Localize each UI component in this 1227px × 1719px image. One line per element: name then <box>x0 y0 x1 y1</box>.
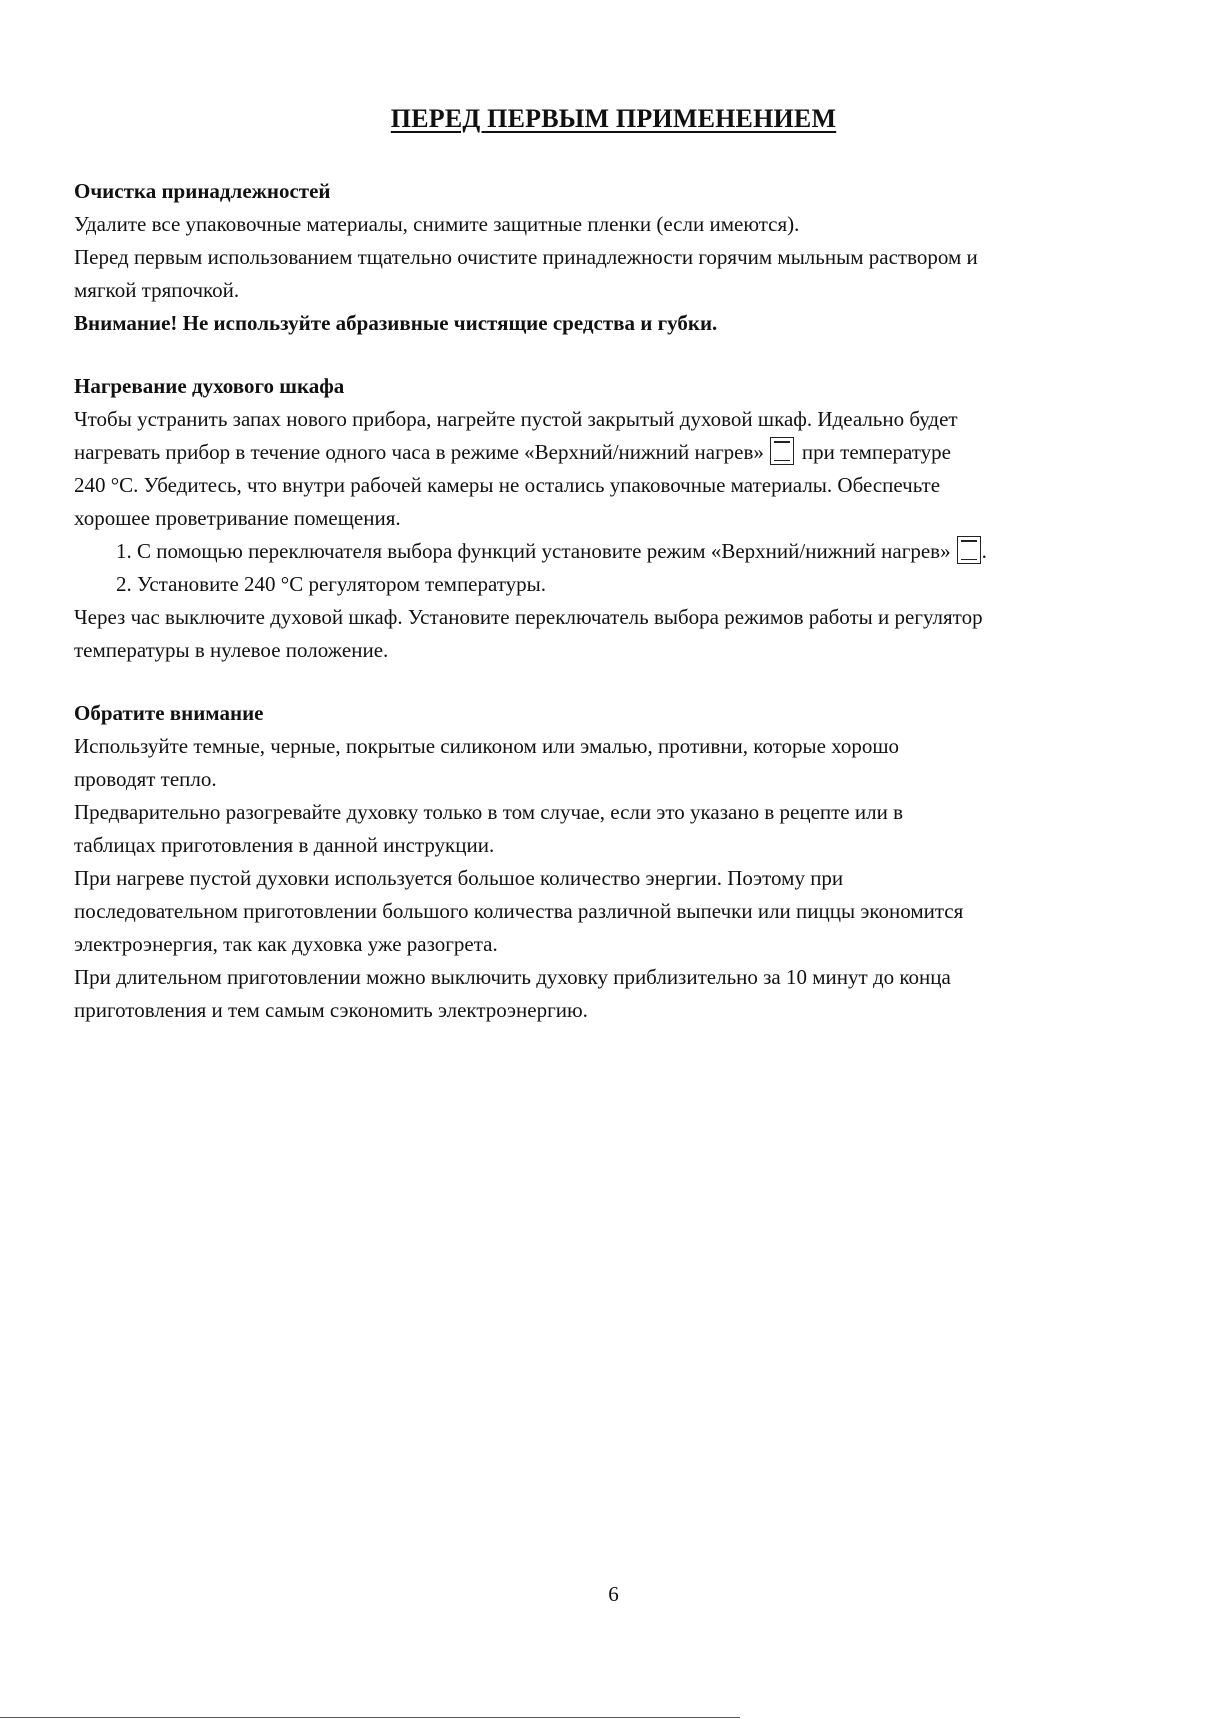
step-1-text: 1. С помощью переключателя выбора функций установите режим «Верхний/нижний нагрев» <box>116 539 951 563</box>
notice-p4-line-1: При длительном приготовлении можно выключить духовку приблизительно за 10 минут до конца <box>74 965 951 989</box>
heating-line-2 <box>74 436 1154 469</box>
heating-line-1: Чтобы устранить запах нового прибора, нагрейте пустой закрытый духовой шкаф. Идеально будет <box>74 407 958 431</box>
list-item <box>74 568 1154 601</box>
section-heading-notice: Обратите внимание <box>74 701 264 725</box>
section-heading-heating: Нагревание духового шкафа <box>74 374 345 398</box>
section-heating <box>74 370 1154 667</box>
notice-p3-line-2: последовательном приготовлении большого количества различной выпечки или пиццы экономится <box>74 899 964 923</box>
section-cleaning <box>74 175 1154 340</box>
page-number: 6 <box>608 1582 619 1606</box>
warning-text: Внимание! Не используйте абразивные чистящие средства и губки. <box>74 311 718 335</box>
notice-p1-line-1: Используйте темные, черные, покрытые силиконом или эмалью, противни, которые хорошо <box>74 734 900 758</box>
notice-p3-line-3: электроэнергия, так как духовка уже разогрета. <box>74 932 498 956</box>
notice-p3-line-1: При нагреве пустой духовки используется большое количество энергии. Поэтому при <box>74 866 844 890</box>
heating-line-4: хорошее проветривание помещения. <box>74 506 401 530</box>
notice-p4-line-2: приготовления и тем самым сэкономить электроэнергию. <box>74 998 588 1022</box>
section-notice <box>74 697 1154 1027</box>
paragraph-clean-line-1: Перед первым использованием тщательно очистите принадлежности горячим мыльным раствором и <box>74 245 978 269</box>
step-1-tail: . <box>981 539 987 563</box>
paragraph-remove-packaging: Удалите все упаковочные материалы, снимите защитные пленки (если имеются). <box>74 212 800 236</box>
heating-after-line-1: Через час выключите духовой шкаф. Установите переключатель выбора режимов работы и регулятор <box>74 605 983 629</box>
bottom-divider <box>0 1717 740 1718</box>
paragraph-clean-line-2: мягкой тряпочкой. <box>74 278 240 302</box>
heating-after-line-2: температуры в нулевое положение. <box>74 638 389 662</box>
step-2-text: 2. Установите 240 °C регулятором температуры. <box>116 572 547 596</box>
heating-steps-list <box>74 535 1154 601</box>
section-heading-cleaning: Очистка принадлежностей <box>74 179 331 203</box>
list-item <box>74 535 1154 568</box>
top-bottom-heat-icon <box>957 536 981 564</box>
heating-line-2-text: нагревать прибор в течение одного часа в режиме «Верхний/нижний нагрев» <box>74 440 764 464</box>
top-bottom-heat-icon <box>770 437 794 465</box>
heating-line-3: 240 °C. Убедитесь, что внутри рабочей камеры не остались упаковочные материалы. Обеспечьте <box>74 473 941 497</box>
heating-line-2-tail: при температуре <box>801 440 951 464</box>
notice-p2-line-1: Предварительно разогревайте духовку только в том случае, если это указано в рецепте или в <box>74 800 903 824</box>
notice-p1-line-2: проводят тепло. <box>74 767 217 791</box>
notice-p2-line-2: таблицах приготовления в данной инструкции. <box>74 833 495 857</box>
page-title: ПЕРЕД ПЕРВЫМ ПРИМЕНЕНИЕМ <box>390 104 837 133</box>
